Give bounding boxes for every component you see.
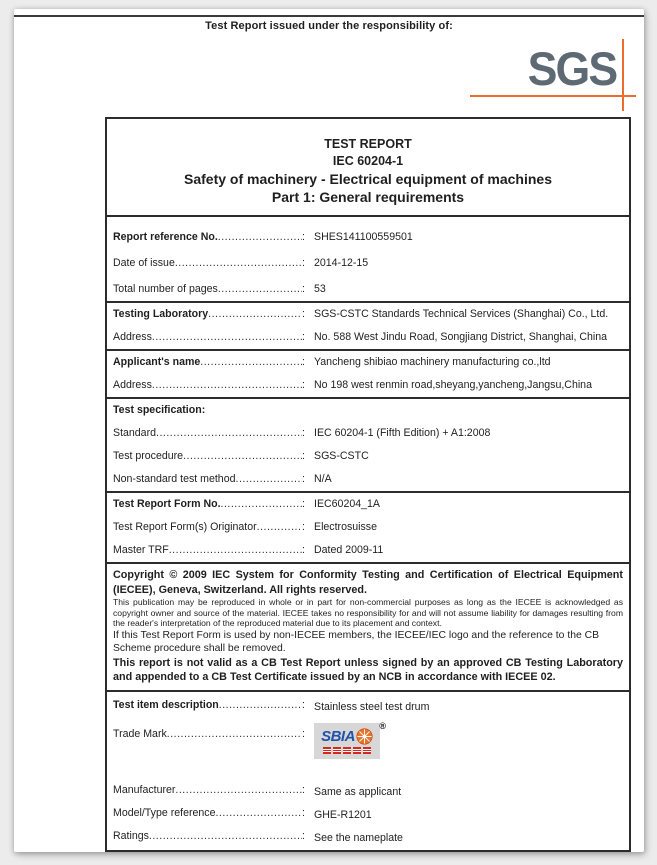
field-row-model-type-reference xyxy=(107,802,629,825)
dot-leader xyxy=(221,493,303,516)
dot-leader xyxy=(183,445,302,468)
section-heading: Test specification: xyxy=(113,404,206,416)
field-row-date-of-issue xyxy=(107,250,629,276)
field-label: Test Report Form(s) Originator xyxy=(113,521,257,533)
field-value: Same as applicant xyxy=(314,785,402,798)
dot-leader xyxy=(156,422,302,445)
trade-mark-logo-box xyxy=(314,723,380,759)
dot-leader xyxy=(208,303,302,326)
dot-leader xyxy=(149,825,302,848)
copyright-non-iecee-note: If this Test Report Form is used by non-IECEE members, the IECEE/IEC logo and the reference to the CB Scheme procedure shall be removed. xyxy=(113,629,600,655)
wheel-icon xyxy=(356,728,373,745)
field-label: Test item description xyxy=(113,698,219,711)
field-row-test-item-description xyxy=(107,694,629,717)
field-label: Total number of pages xyxy=(113,283,218,295)
field-row-total-pages xyxy=(107,276,629,302)
field-label: Applicant's name xyxy=(113,356,201,368)
field-row-test-procedure xyxy=(107,445,629,468)
field-row-applicant-address xyxy=(107,374,629,397)
logo-chinese-caption xyxy=(323,747,371,754)
dot-leader xyxy=(215,802,302,825)
field-label: Master TRF xyxy=(113,544,169,556)
field-value: IEC 60204-1 (Fifth Edition) + A1:2008 xyxy=(314,427,491,439)
report-table xyxy=(105,117,631,852)
field-label: Non-standard test method xyxy=(113,473,236,485)
dot-leader xyxy=(236,468,303,491)
section-test-specification xyxy=(107,397,629,491)
field-value: No. 588 West Jindu Road, Songjiang District, Shanghai, China xyxy=(314,331,608,343)
copyright-reproduction-terms: This publication may be reproduced in whole or in part for non-commercial purposes as long as the IECEE is acknowledged as copyright owner and source of the material. IECEE takes no responsibility for and will not assume liability for damages resulting from the reader's interpretation of the reproduced material due to its placement and context. xyxy=(113,597,623,629)
field-label: Manufacturer xyxy=(113,783,176,796)
field-label: Date of issue xyxy=(113,257,175,269)
field-value: IEC60204_1A xyxy=(314,498,380,510)
field-row-ratings xyxy=(107,825,629,848)
field-row-trade-mark xyxy=(107,717,629,779)
field-row-testing-laboratory xyxy=(107,303,629,326)
section-testing-laboratory xyxy=(107,301,629,349)
section-report-identification xyxy=(107,215,629,301)
field-value: Dated 2009-11 xyxy=(314,544,384,556)
standard-name: Safety of machinery - Electrical equipment of machines xyxy=(184,171,552,187)
field-row-trf-no xyxy=(107,493,629,516)
field-value: No 198 west renmin road,sheyang,yancheng,Jangsu,China xyxy=(314,379,592,391)
colon xyxy=(302,723,305,746)
field-value: SGS-CSTC Standards Technical Services (Shanghai) Co., Ltd. xyxy=(314,308,609,320)
sgs-logo-text: SGS xyxy=(527,42,616,95)
document-page xyxy=(14,9,644,852)
field-row-non-standard-method xyxy=(107,468,629,491)
dot-leader xyxy=(175,779,302,802)
section-test-report-form xyxy=(107,491,629,562)
dot-leader xyxy=(257,516,302,539)
part-title: Part 1: General requirements xyxy=(271,189,465,205)
section-copyright xyxy=(107,562,629,690)
dot-leader xyxy=(219,694,302,717)
field-label: Standard xyxy=(113,427,156,439)
copyright-notice: Copyright © 2009 IEC System for Conformity Testing and Certification of Electrical Equipment (IECEE), Geneva, Switzerland. All rights reserved. xyxy=(113,569,623,596)
field-row-master-trf xyxy=(107,539,629,562)
responsibility-line: Test Report issued under the responsibility of: xyxy=(205,20,453,32)
field-label: Trade Mark xyxy=(113,727,167,740)
field-row-standard xyxy=(107,422,629,445)
title-block xyxy=(107,119,629,215)
field-row-applicant-name xyxy=(107,351,629,374)
field-row-manufacturer xyxy=(107,779,629,802)
dot-leader xyxy=(218,276,302,302)
field-value: 53 xyxy=(314,283,326,295)
field-value: 2014-12-15 xyxy=(314,257,369,269)
field-value: SGS-CSTC xyxy=(314,450,369,462)
field-value: See the nameplate xyxy=(314,831,403,844)
field-label: Test Report Form No. xyxy=(113,498,221,510)
dot-leader xyxy=(152,374,302,397)
field-label: Address xyxy=(113,331,152,343)
dot-leader xyxy=(200,351,302,374)
section-applicant xyxy=(107,349,629,397)
field-label: Testing Laboratory xyxy=(113,308,209,320)
dot-leader xyxy=(175,250,302,276)
report-title: TEST REPORT xyxy=(324,137,412,151)
copyright-validity-note: This report is not valid as a CB Test Report unless signed by an approved CB Testing Laboratory and appended to a CB Test Certificate issued by an NCB in accordance with IECEE 02. xyxy=(113,656,623,684)
field-label: Test procedure xyxy=(113,450,184,462)
test-specification-heading-row xyxy=(107,399,629,422)
field-label: Address xyxy=(113,379,152,391)
field-value: Yancheng shibiao machinery manufacturing co.,ltd xyxy=(314,356,551,368)
field-label: Report reference No. xyxy=(113,231,218,243)
sgs-crosshair-horizontal-line xyxy=(470,95,636,97)
dot-leader xyxy=(152,326,302,349)
field-row-report-reference xyxy=(107,224,629,250)
field-row-trf-originator xyxy=(107,516,629,539)
sgs-crosshair-vertical-line xyxy=(622,39,624,111)
field-value: Electrosuisse xyxy=(314,521,377,533)
trade-mark-logo xyxy=(314,720,386,759)
field-value: N/A xyxy=(314,473,332,485)
field-label: Model/Type reference xyxy=(113,806,216,819)
registered-mark-icon: ® xyxy=(379,720,386,731)
sgs-logo xyxy=(14,9,644,119)
standard-number: IEC 60204-1 xyxy=(332,154,404,168)
dot-leader xyxy=(169,539,302,562)
sbia-logo-text: SBIA xyxy=(321,728,355,746)
section-test-item xyxy=(107,690,629,850)
field-value: Stainless steel test drum xyxy=(314,700,430,713)
dot-leader xyxy=(218,224,302,250)
dot-leader xyxy=(167,723,302,746)
field-value: SHES141100559501 xyxy=(314,231,413,243)
field-value: GHE-R1201 xyxy=(314,808,372,821)
field-row-lab-address xyxy=(107,326,629,349)
field-label: Ratings xyxy=(113,829,149,842)
